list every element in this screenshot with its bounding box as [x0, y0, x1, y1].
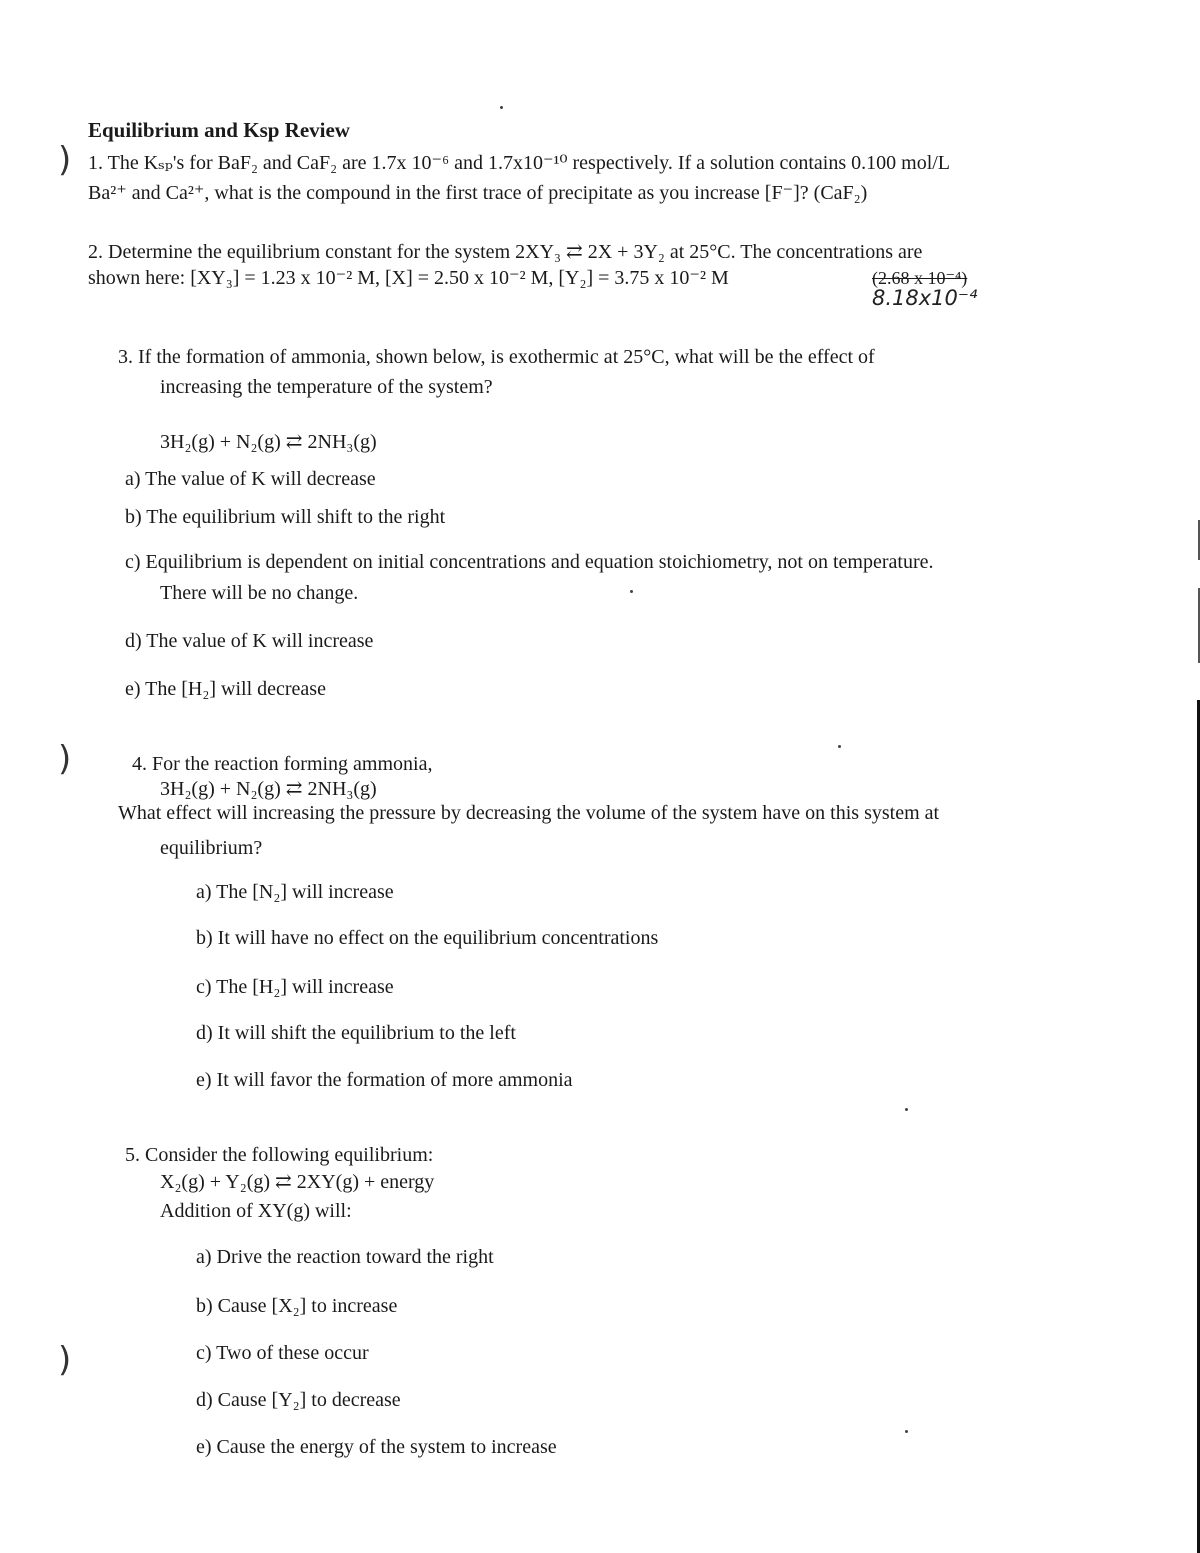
question-5-line-1: 5. Consider the following equilibrium:	[125, 1144, 434, 1166]
question-4-option-a: a) The [N₂] will increase	[196, 881, 394, 903]
struck-answer: (2.68 x 10⁻⁴)	[872, 268, 968, 288]
scan-speck	[500, 106, 503, 109]
question-3-option-e: e) The [H₂] will decrease	[125, 678, 326, 700]
binder-bracket-mark: )	[58, 140, 72, 180]
question-3-equation: 3H₂(g) + N₂(g) ⇄ 2NH₃(g)	[160, 431, 377, 453]
question-4-line-4: equilibrium?	[160, 837, 263, 859]
question-4-option-d: d) It will shift the equilibrium to the left	[196, 1022, 516, 1044]
worksheet-title: Equilibrium and Ksp Review	[88, 118, 350, 142]
question-1-line-2: Ba²⁺ and Ca²⁺, what is the compound in the first trace of precipitate as you increase [F⁻]? (CaF₂)	[88, 182, 868, 204]
question-2-line-2: shown here: [XY₃] = 1.23 x 10⁻² M, [X] = 2.50 x 10⁻² M, [Y₂] = 3.75 x 10⁻² M	[88, 267, 729, 289]
binder-bracket-mark: )	[58, 739, 72, 779]
handwritten-answer: 8.18x10⁻⁴	[872, 286, 978, 310]
scan-speck	[838, 745, 841, 748]
question-1-line-1: 1. The Kₛₚ's for BaF₂ and CaF₂ are 1.7x 10⁻⁶ and 1.7x10⁻¹⁰ respectively. If a solution contains 0.100 mol/L	[88, 152, 951, 174]
question-5-line-3: Addition of XY(g) will:	[160, 1200, 352, 1222]
binder-bracket-mark: )	[58, 1340, 72, 1380]
question-5-option-b: b) Cause [X₂] to increase	[196, 1295, 398, 1317]
question-2-line-1: 2. Determine the equilibrium constant for the system 2XY₃ ⇄ 2X + 3Y₂ at 25°C. The concentrations are	[88, 241, 923, 263]
question-5-option-e: e) Cause the energy of the system to increase	[196, 1436, 557, 1458]
question-5-option-c: c) Two of these occur	[196, 1342, 369, 1364]
question-4-option-c: c) The [H₂] will increase	[196, 976, 394, 998]
question-3-option-c: c) Equilibrium is dependent on initial concentrations and equation stoichiometry, not on temperature.	[125, 551, 934, 573]
question-5-option-d: d) Cause [Y₂] to decrease	[196, 1389, 401, 1411]
question-3-line-2: increasing the temperature of the system?	[160, 376, 493, 398]
question-3-option-b: b) The equilibrium will shift to the right	[125, 506, 446, 528]
question-3-option-c-continued: There will be no change.	[160, 582, 359, 604]
scan-speck	[905, 1430, 908, 1433]
question-3-option-a: a) The value of K will decrease	[125, 468, 376, 490]
question-4-option-b: b) It will have no effect on the equilibrium concentrations	[196, 927, 659, 949]
scan-speck	[905, 1108, 908, 1111]
question-3-line-1: 3. If the formation of ammonia, shown below, is exothermic at 25°C, what will be the effect of	[118, 346, 875, 368]
scan-speck	[630, 590, 633, 593]
question-4-option-e: e) It will favor the formation of more ammonia	[196, 1069, 573, 1091]
question-4-line-1: 4. For the reaction forming ammonia,	[132, 753, 433, 775]
question-4-line-3: What effect will increasing the pressure by decreasing the volume of the system have on this system at	[118, 802, 940, 824]
question-3-option-d: d) The value of K will increase	[125, 630, 374, 652]
question-5-equation: X₂(g) + Y₂(g) ⇄ 2XY(g) + energy	[160, 1171, 435, 1193]
question-4-equation: 3H₂(g) + N₂(g) ⇄ 2NH₃(g)	[160, 778, 377, 800]
question-5-option-a: a) Drive the reaction toward the right	[196, 1246, 494, 1268]
